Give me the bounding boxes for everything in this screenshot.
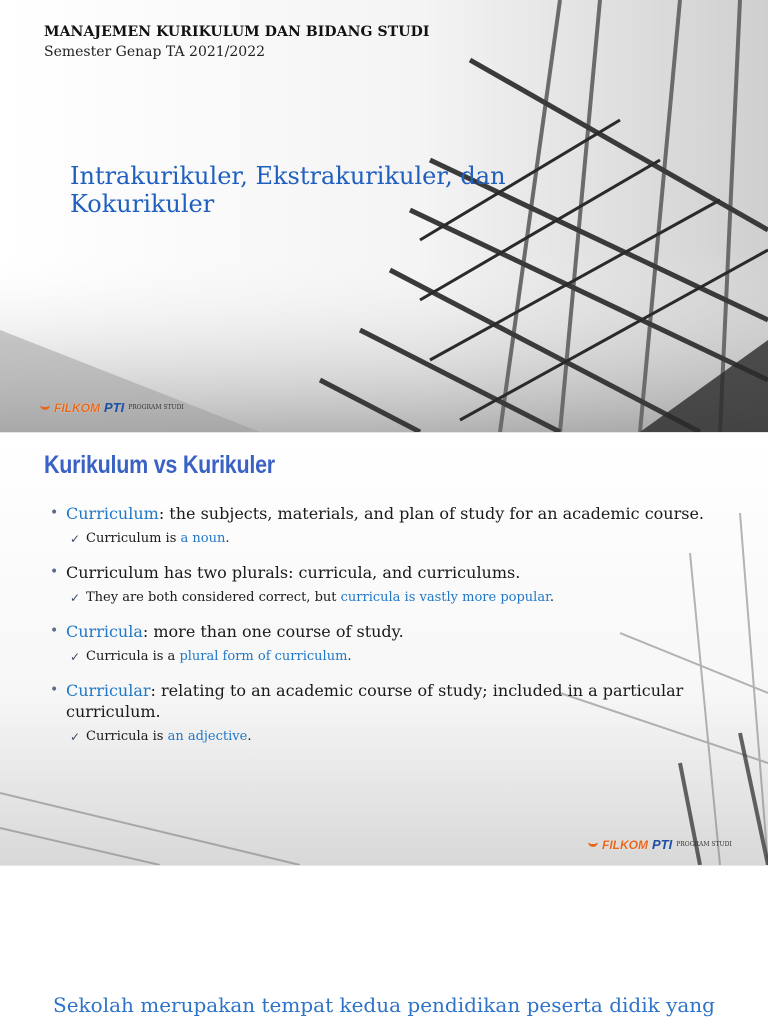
swoosh-icon (588, 838, 598, 847)
filkom-logo (40, 400, 184, 415)
semester-label: Semester Genap TA 2021/2022 (44, 44, 266, 60)
bullet-icon: • (50, 564, 59, 580)
definition: : relating to an academic course of study; included in a particular curriculum. (66, 681, 684, 721)
slide-title: Kurikulum vs Kurikuler (44, 451, 275, 479)
logo-mark: PTI (104, 400, 125, 415)
logo-text: FILKOM (54, 400, 100, 415)
checkmark-icon: ✓ (70, 532, 81, 546)
logo-sub: PROGRAM STUDI (676, 841, 732, 848)
sub-highlight: an adjective (167, 729, 248, 744)
sub-text: They are both considered correct, but (86, 590, 341, 605)
slide-kurikulum (0, 433, 768, 865)
term: Curricula (66, 622, 143, 641)
list-item (50, 503, 740, 548)
checkmark-icon: ✓ (70, 730, 81, 744)
bullet-icon: • (50, 682, 59, 698)
filkom-logo (588, 837, 732, 852)
sub-end: . (347, 649, 352, 664)
slide-title (0, 0, 768, 432)
sub-end: . (549, 590, 555, 605)
definition: : the subjects, materials, and plan of study for an academic course. (158, 504, 704, 523)
list-item (50, 680, 740, 746)
checkmark-icon: ✓ (70, 591, 81, 605)
bullet-icon: • (50, 505, 59, 521)
logo-sub: PROGRAM STUDI (128, 404, 184, 411)
sub-highlight: plural form of curriculum (179, 649, 348, 664)
logo-mark: PTI (652, 837, 673, 852)
sub-text: Curricula is a (86, 649, 180, 664)
sub-end: . (225, 531, 230, 546)
sub-highlight: a noun (180, 531, 226, 546)
term: Curriculum (66, 504, 159, 523)
slide-text: Sekolah merupakan tempat kedua pendidikan peserta didik yang (53, 993, 715, 1017)
list-item (50, 621, 740, 666)
list-item (50, 562, 740, 607)
swoosh-icon (40, 401, 50, 410)
sub-text: Curriculum is (86, 531, 181, 546)
logo-text: FILKOM (602, 837, 648, 852)
term: Curricular (66, 681, 151, 700)
course-title: MANAJEMEN KURIKULUM DAN BIDANG STUDI (44, 24, 430, 40)
checkmark-icon: ✓ (70, 650, 81, 664)
sub-end: . (247, 729, 252, 744)
definition: : more than one course of study. (142, 622, 404, 641)
bullet-icon: • (50, 623, 59, 639)
bullet-list (50, 503, 740, 760)
slide-sekolah (0, 866, 768, 1024)
sub-highlight: curricula is vastly more popular (340, 590, 550, 605)
definition: Curriculum has two plurals: curricula, and curriculums. (66, 563, 521, 582)
slide-main-title: Intrakurikuler, Ekstrakurikuler, dan Kokurikuler (70, 162, 506, 218)
sub-text: Curricula is (86, 729, 168, 744)
